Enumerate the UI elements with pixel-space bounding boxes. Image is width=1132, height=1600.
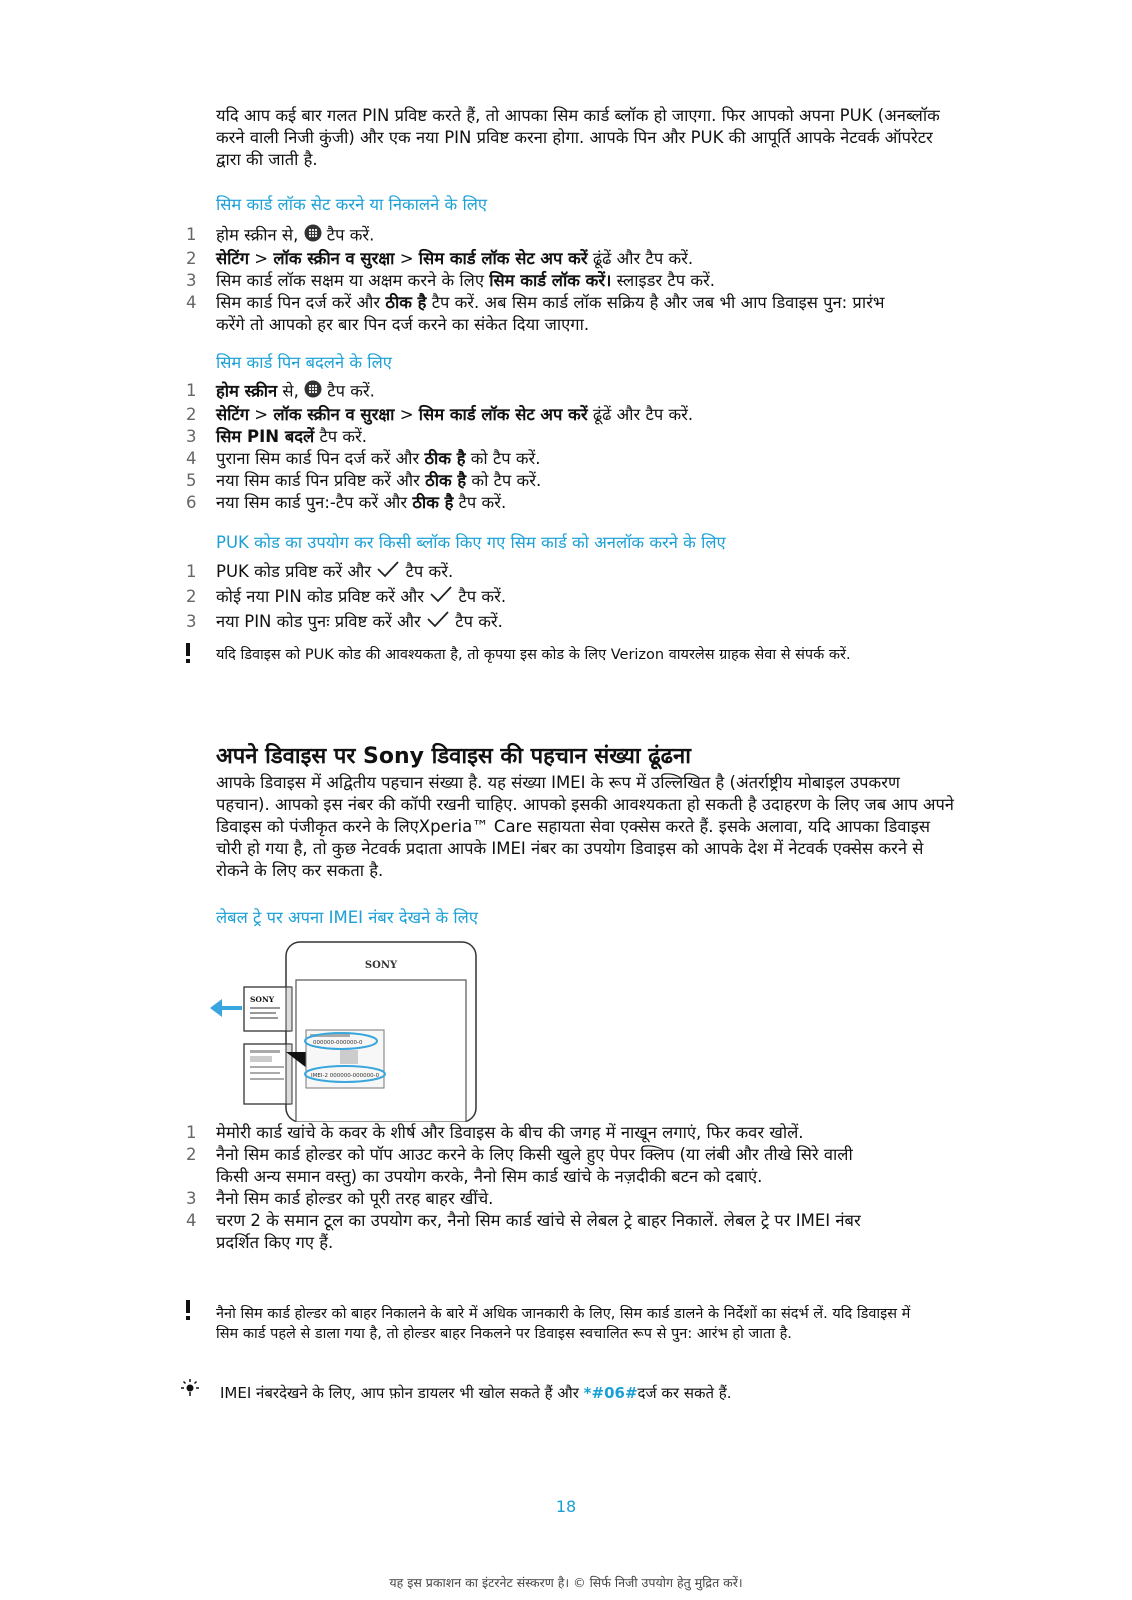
imei1-text: 000000-000000-0	[313, 1040, 363, 1046]
section-heading-sim-lock: सिम कार्ड लॉक सेट करने या निकालने के लिए	[216, 195, 488, 214]
step-number: 3	[186, 1189, 197, 1208]
ui-label-lock-sim: सिम कार्ड लॉक करें।	[489, 271, 612, 290]
tip-lightbulb-icon	[180, 1378, 200, 1402]
step-number: 3	[186, 427, 197, 446]
step-text: टैप करें.	[453, 587, 507, 606]
step-text: से,	[277, 381, 305, 401]
section-title-imei: अपने डिवाइस पर Sony डिवाइस की पहचान संख्या ढूंढना	[216, 744, 691, 769]
tip-text: IMEI नंबरदेखने के लिए, आप फ़ोन डायलर भी खोल सकते हैं और	[220, 1384, 584, 1402]
menu-path-lock-screen: लॉक स्क्रीन व सुरक्षा	[273, 405, 395, 424]
step-text: टैप करें.	[314, 427, 368, 446]
page-number: 18	[555, 1497, 577, 1516]
ui-label-change-sim-pin: सिम PIN बदलें	[216, 427, 315, 446]
list-item	[0, 1122, 1132, 1144]
step-number: 3	[186, 612, 197, 631]
list-item	[0, 224, 1132, 248]
list-item	[0, 585, 1132, 610]
step-text: चरण 2 के समान टूल का उपयोग कर, नैनो सिम कार्ड खांचे से लेबल ट्रे बाहर निकालें. लेबल ट्रे पर IMEI नंबर प्रदर्शित किए गए हैं.	[216, 1211, 861, 1252]
step-text: टैप करें.	[450, 612, 503, 631]
menu-path-settings: सेटिंग	[216, 405, 250, 424]
step-text: को टैप करें.	[466, 471, 542, 490]
step-text: टैप करें.	[453, 493, 507, 512]
step-text: टैप करें. अब सिम कार्ड लॉक सक्रिय है और जब भी आप डिवाइस पुन: प्रारंभ करेंगे तो आपको हर बार पिन दर्ज करने का संकेत दिया जाएगा.	[216, 293, 885, 334]
list-item	[0, 292, 1132, 336]
menu-path-sim-lock-setup: सिम कार्ड लॉक सेट अप करें	[418, 405, 588, 424]
phone-brand-label: SONY	[364, 960, 398, 971]
list-item	[0, 492, 1132, 514]
ui-label-ok: ठीक है	[424, 449, 466, 468]
step-number: 6	[186, 493, 197, 512]
list-item	[0, 610, 1132, 635]
steps-change-pin	[0, 380, 1132, 514]
list-item	[0, 426, 1132, 448]
list-item	[0, 1188, 1132, 1210]
tip-text: दर्ज कर सकते हैं.	[637, 1384, 732, 1402]
menu-path-lock-screen: लॉक स्क्रीन व सुरक्षा	[273, 249, 395, 268]
page-footer: यह इस प्रकाशन का इंटरनेट संस्करण है। © सिर्फ निजी उपयोग हेतु मुद्रित करें।	[389, 1575, 743, 1590]
list-item	[0, 448, 1132, 470]
step-text: ढूंढें और टैप करें.	[587, 405, 694, 424]
step-text: नैनो सिम कार्ड होल्डर को पॉप आउट करने के लिए किसी खुले हुए पेपर क्लिप (या लंबी और तीखे सिरे वाली किसी अन्य समान वस्तु) का उपयोग करके, नैनो सिम कार्ड खांचे के नज़दीकी बटन को दबाएं.	[216, 1145, 853, 1186]
step-text: ढूंढें और टैप करें.	[587, 249, 694, 268]
list-item	[0, 380, 1132, 404]
list-item	[0, 470, 1132, 492]
tip-imei-dialer	[220, 1383, 920, 1403]
ui-label-home-screen: होम स्क्रीन	[216, 381, 278, 401]
imei2-text: IMEI-2 000000-000000-0	[311, 1073, 380, 1079]
step-text: कोई नया PIN कोड प्रविष्ट करें और	[216, 587, 430, 606]
step-number: 4	[186, 1211, 197, 1230]
intro-paragraph: यदि आप कई बार गलत PIN प्रविष्ट करते हैं, तो आपका सिम कार्ड ब्लॉक हो जाएगा. फिर आपको अपना PUK (अनब्लॉक करने वाली निजी कुंजी) और एक नया PIN प्रविष्ट करना होगा. आपके पिन और PUK की आपूर्ति आपके नेटवर्क ऑपरेटर द्वारा की जाती है.	[216, 106, 940, 169]
steps-imei	[0, 1122, 1132, 1254]
ui-label-ok: ठीक है	[412, 493, 454, 512]
checkmark-icon	[429, 585, 453, 610]
section-heading-imei-label: लेबल ट्रे पर अपना IMEI नंबर देखने के लिए	[216, 908, 478, 927]
imei-tray-illustration	[200, 932, 490, 1122]
path-separator: >	[249, 405, 274, 424]
path-separator: >	[394, 249, 419, 268]
tray-brand-label: SONY	[250, 995, 275, 1004]
step-text: मेमोरी कार्ड खांचे के कवर के शीर्ष और डिवाइस के बीच की जगह में नाखून लगाएं, फिर कवर खोलें.	[216, 1123, 804, 1142]
step-number: 1	[186, 225, 197, 244]
menu-path-settings: सेटिंग	[216, 249, 250, 268]
step-number: 1	[186, 1123, 197, 1142]
pull-arrow-icon	[210, 999, 222, 1017]
list-item	[0, 404, 1132, 426]
step-number: 1	[186, 562, 197, 581]
warning-icon	[184, 643, 192, 667]
step-text: नया सिम कार्ड पिन प्रविष्ट करें और	[216, 471, 426, 490]
step-text: नया सिम कार्ड पुन:-टैप करें और	[216, 493, 413, 512]
path-separator: >	[394, 405, 419, 424]
imei-paragraph: आपके डिवाइस में अद्वितीय पहचान संख्या है. यह संख्या IMEI के रूप में उल्लिखित है (अंतर्राष्ट्रीय मोबाइल उपकरण पहचान). आपको इस नंबर की कॉपी रखनी चाहिए. आपको इसकी आवश्यकता हो सकती है उदाहरण के लिए जब आप अपने डिवाइस को पंजीकृत करने के लिएXperia™ Care सहायता सेवा एक्सेस करते हैं. इसके अलावा, यदि आपका डिवाइस चोरी हो गया है, तो कुछ नेटवर्क प्रदाता आपके IMEI नंबर का उपयोग डिवाइस को आपके देश में नेटवर्क एक्सेस करने से रोकने के लिए कर सकता है.	[216, 773, 954, 880]
section-heading-change-pin: सिम कार्ड पिन बदलने के लिए	[216, 353, 392, 372]
ui-label-ok: ठीक है	[385, 293, 427, 312]
step-number: 1	[186, 381, 197, 400]
step-text: सिम कार्ड लॉक सक्षम या अक्षम करने के लिए	[216, 271, 490, 290]
step-text: स्लाइडर टैप करें.	[611, 271, 716, 290]
apps-grid-icon	[304, 224, 322, 248]
step-text: टैप करें.	[322, 381, 375, 401]
step-number: 2	[186, 405, 197, 424]
note-puk: यदि डिवाइस को PUK कोड की आवश्यकता है, तो कृपया इस कोड के लिए Verizon वायरलेस ग्राहक सेवा से संपर्क करें.	[216, 647, 851, 663]
step-text: होम स्क्रीन से,	[216, 225, 304, 245]
step-text: PUK कोड प्रविष्ट करें और	[216, 562, 377, 581]
menu-path-sim-lock-setup: सिम कार्ड लॉक सेट अप करें	[418, 249, 588, 268]
step-text: सिम कार्ड पिन दर्ज करें और	[216, 293, 386, 312]
note-imei: नैनो सिम कार्ड होल्डर को बाहर निकालने के बारे में अधिक जानकारी के लिए, सिम कार्ड डालने के निर्देशों का संदर्भ लें. यदि डिवाइस में सिम कार्ड पहले से डाला गया है, तो होल्डर बाहर निकलने पर डिवाइस स्वचालित रूप से पुन: आरंभ हो जाता है.	[216, 1306, 911, 1342]
steps-puk	[0, 560, 1132, 635]
step-text: नया PIN कोड पुनः प्रविष्ट करें और	[216, 612, 427, 631]
step-number: 3	[186, 271, 197, 290]
steps-sim-lock	[0, 224, 1132, 336]
ui-label-ok: ठीक है	[425, 471, 467, 490]
dial-code: *#06#	[583, 1384, 638, 1402]
section-heading-puk: PUK कोड का उपयोग कर किसी ब्लॉक किए गए सिम कार्ड को अनलॉक करने के लिए	[216, 533, 726, 552]
list-item	[0, 270, 1132, 292]
list-item	[0, 560, 1132, 585]
list-item	[0, 1144, 1132, 1188]
list-item	[0, 1210, 1132, 1254]
step-number: 4	[186, 449, 197, 468]
step-text: पुराना सिम कार्ड पिन दर्ज करें और	[216, 449, 425, 468]
step-number: 5	[186, 471, 197, 490]
step-text: टैप करें.	[321, 225, 375, 245]
warning-icon	[184, 1300, 192, 1324]
step-text: को टैप करें.	[465, 449, 541, 468]
step-text: नैनो सिम कार्ड होल्डर को पूरी तरह बाहर खींचे.	[216, 1189, 494, 1208]
checkmark-icon	[426, 610, 450, 635]
step-number: 2	[186, 587, 197, 606]
step-number: 2	[186, 1145, 197, 1164]
path-separator: >	[249, 249, 274, 268]
list-item	[0, 248, 1132, 270]
step-number: 4	[186, 293, 197, 312]
step-text: टैप करें.	[400, 562, 454, 581]
apps-grid-icon	[304, 380, 322, 404]
step-number: 2	[186, 249, 197, 268]
checkmark-icon	[376, 560, 400, 585]
